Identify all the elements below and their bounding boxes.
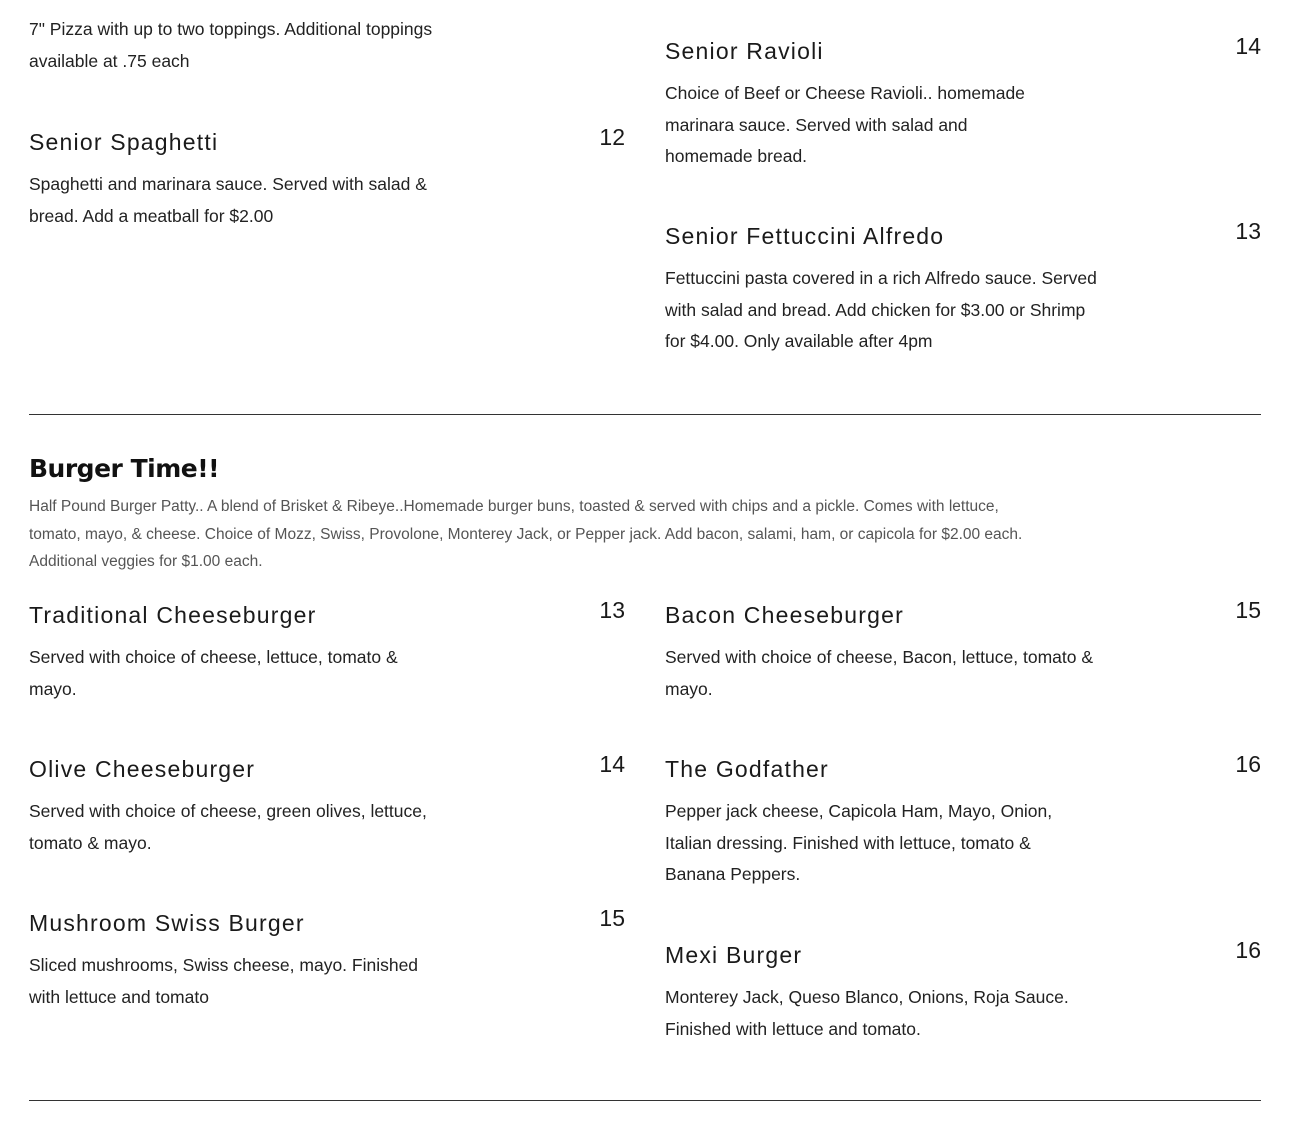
item-description: Spaghetti and marinara sauce. Served with salad & bread. Add a meatball for $2.00 <box>29 174 427 226</box>
item-price: 15 <box>599 905 625 931</box>
item-price: 13 <box>1235 218 1261 244</box>
item-title: Bacon Cheeseburger <box>665 602 904 628</box>
section-description: Half Pound Burger Patty.. A blend of Brisket & Ribeye..Homemade burger buns, toasted & served with chips and a pickle. Comes with lettuce, tomato, mayo, & cheese. Choice of Mozz, Swiss, Provolone, Monterey Jack, or Pepper jack. Add bacon, salami, ham, or capicola for $2.00 each. Additional veggies for $1.00 each. <box>29 498 1023 570</box>
item-price: 12 <box>599 124 625 150</box>
item-price: 14 <box>1235 33 1261 59</box>
item-description: Monterey Jack, Queso Blanco, Onions, Roja Sauce. Finished with lettuce and tomato. <box>665 987 1069 1039</box>
item-title: Mexi Burger <box>665 942 803 968</box>
pizza-item-description: 7" Pizza with up to two toppings. Additional toppings available at .75 each <box>29 19 433 71</box>
section-divider <box>29 1100 1261 1101</box>
item-title: Senior Fettuccini Alfredo <box>665 223 945 249</box>
item-description: Sliced mushrooms, Swiss cheese, mayo. Finished with lettuce and tomato <box>29 955 419 1007</box>
item-title: Senior Ravioli <box>665 38 824 64</box>
item-title: Senior Spaghetti <box>29 129 219 155</box>
item-price: 14 <box>599 751 625 777</box>
item-title: Olive Cheeseburger <box>29 756 256 782</box>
item-price: 16 <box>1235 751 1261 777</box>
item-title: The Godfather <box>665 756 829 782</box>
item-price: 16 <box>1235 937 1261 963</box>
section-title: Burger Time!! <box>29 454 219 483</box>
item-title: Mushroom Swiss Burger <box>29 910 305 936</box>
section-divider <box>29 414 1261 415</box>
item-description: Choice of Beef or Cheese Ravioli.. homemade marinara sauce. Served with salad and homemade bread. <box>665 83 1025 166</box>
item-description: Served with choice of cheese, Bacon, lettuce, tomato & mayo. <box>665 647 1094 699</box>
item-description: Served with choice of cheese, green olives, lettuce, tomato & mayo. <box>29 801 427 853</box>
item-title: Traditional Cheeseburger <box>29 602 317 628</box>
item-price: 15 <box>1235 597 1261 623</box>
item-description: Pepper jack cheese, Capicola Ham, Mayo, Onion, Italian dressing. Finished with lettuce, tomato & Banana Peppers. <box>665 801 1053 884</box>
item-description: Fettuccini pasta covered in a rich Alfredo sauce. Served with salad and bread. Add chicken for $3.00 or Shrimp for $4.00. Only available after 4pm <box>665 268 1097 351</box>
item-description: Served with choice of cheese, lettuce, tomato & mayo. <box>29 647 398 699</box>
item-price: 13 <box>599 597 625 623</box>
